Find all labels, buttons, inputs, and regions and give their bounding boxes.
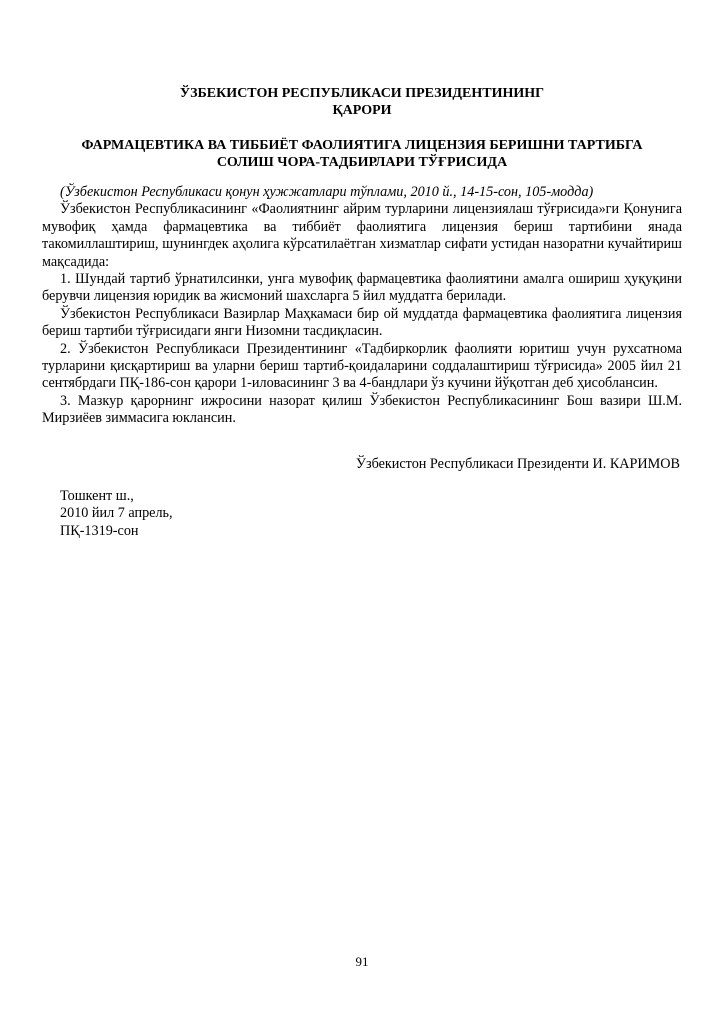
source-note: (Ўзбекистон Республикаси қонун ҳужжатлари тўплами, 2010 й., 14-15-сон, 105-модда) xyxy=(60,184,594,200)
page-number: 91 xyxy=(355,954,369,969)
place-date-block xyxy=(60,488,173,540)
subject-line-1: ФАРМАЦЕВТИКА ВА ТИББИЁТ ФАОЛИЯТИГА ЛИЦЕНЗИЯ БЕРИШНИ ТАРТИБГА xyxy=(81,138,643,153)
title-line-2: ҚАРОРИ xyxy=(332,103,392,118)
clause-1-continuation-paragraph: Ўзбекистон Республикаси Вазирлар Маҳкамаси бир ой муддатда фармацевтика фаолиятига лицензия бериш тартиби тўғрисидаги янги Низомни тасдиқласин. xyxy=(42,305,682,340)
signature-line: Ўзбекистон Республикаси Президенти И. КАРИМОВ xyxy=(355,456,680,472)
subject-line-2: СОЛИШ ЧОРА-ТАДБИРЛАРИ ТЎҒРИСИДА xyxy=(216,155,508,170)
preamble-paragraph: Ўзбекистон Республикасининг «Фаолиятнинг айрим турларини лицензиялаш тўғрисида»ги Қонунига мувофиқ ҳамда фармацевтика ва тиббиёт фаолиятига лицензия бериш тартибини янада такомиллаштириш, шунингдек аҳолига кўрсатилаётган хизматлар сифати устидан назоратни кучайтириш мақсадида: xyxy=(42,201,682,270)
document-title xyxy=(40,85,684,119)
clause-2-paragraph: 2. Ўзбекистон Республикаси Президентининг «Тадбиркорлик фаолияти юритиш учун рухсатнома турларини қисқартириш ва уларни бериш тартиб-қоидаларини соддалаштириш тўғрисида» 2005 йил 21 сентябрдаги ПҚ-186-сон қарори 1-иловасининг 3 ва 4-бандлари ўз кучини йўқотган деб ҳисоблансин. xyxy=(42,340,682,392)
clause-3-paragraph: 3. Мазкур қарорнинг ижросини назорат қилиш Ўзбекистон Республикасининг Бош вазири Ш.М. Мирзиёев зиммасига юклансин. xyxy=(42,392,682,427)
clause-1-paragraph: 1. Шундай тартиб ўрнатилсинки, унга мувофиқ фармацевтика фаолиятини амалга ошириш ҳуқуқини берувчи лицензия юридик ва жисмоний шахсларга 5 йил муддатга берилади. xyxy=(42,271,682,305)
title-line-1: ЎЗБЕКИСТОН РЕСПУБЛИКАСИ ПРЕЗИДЕНТИНИНГ xyxy=(179,86,545,101)
place-date: 2010 йил 7 апрель, xyxy=(60,505,173,522)
document-number: ПҚ-1319-сон xyxy=(60,522,139,539)
document-subject xyxy=(40,137,684,171)
document-body xyxy=(42,184,682,428)
place-city: Тошкент ш., xyxy=(60,488,134,504)
